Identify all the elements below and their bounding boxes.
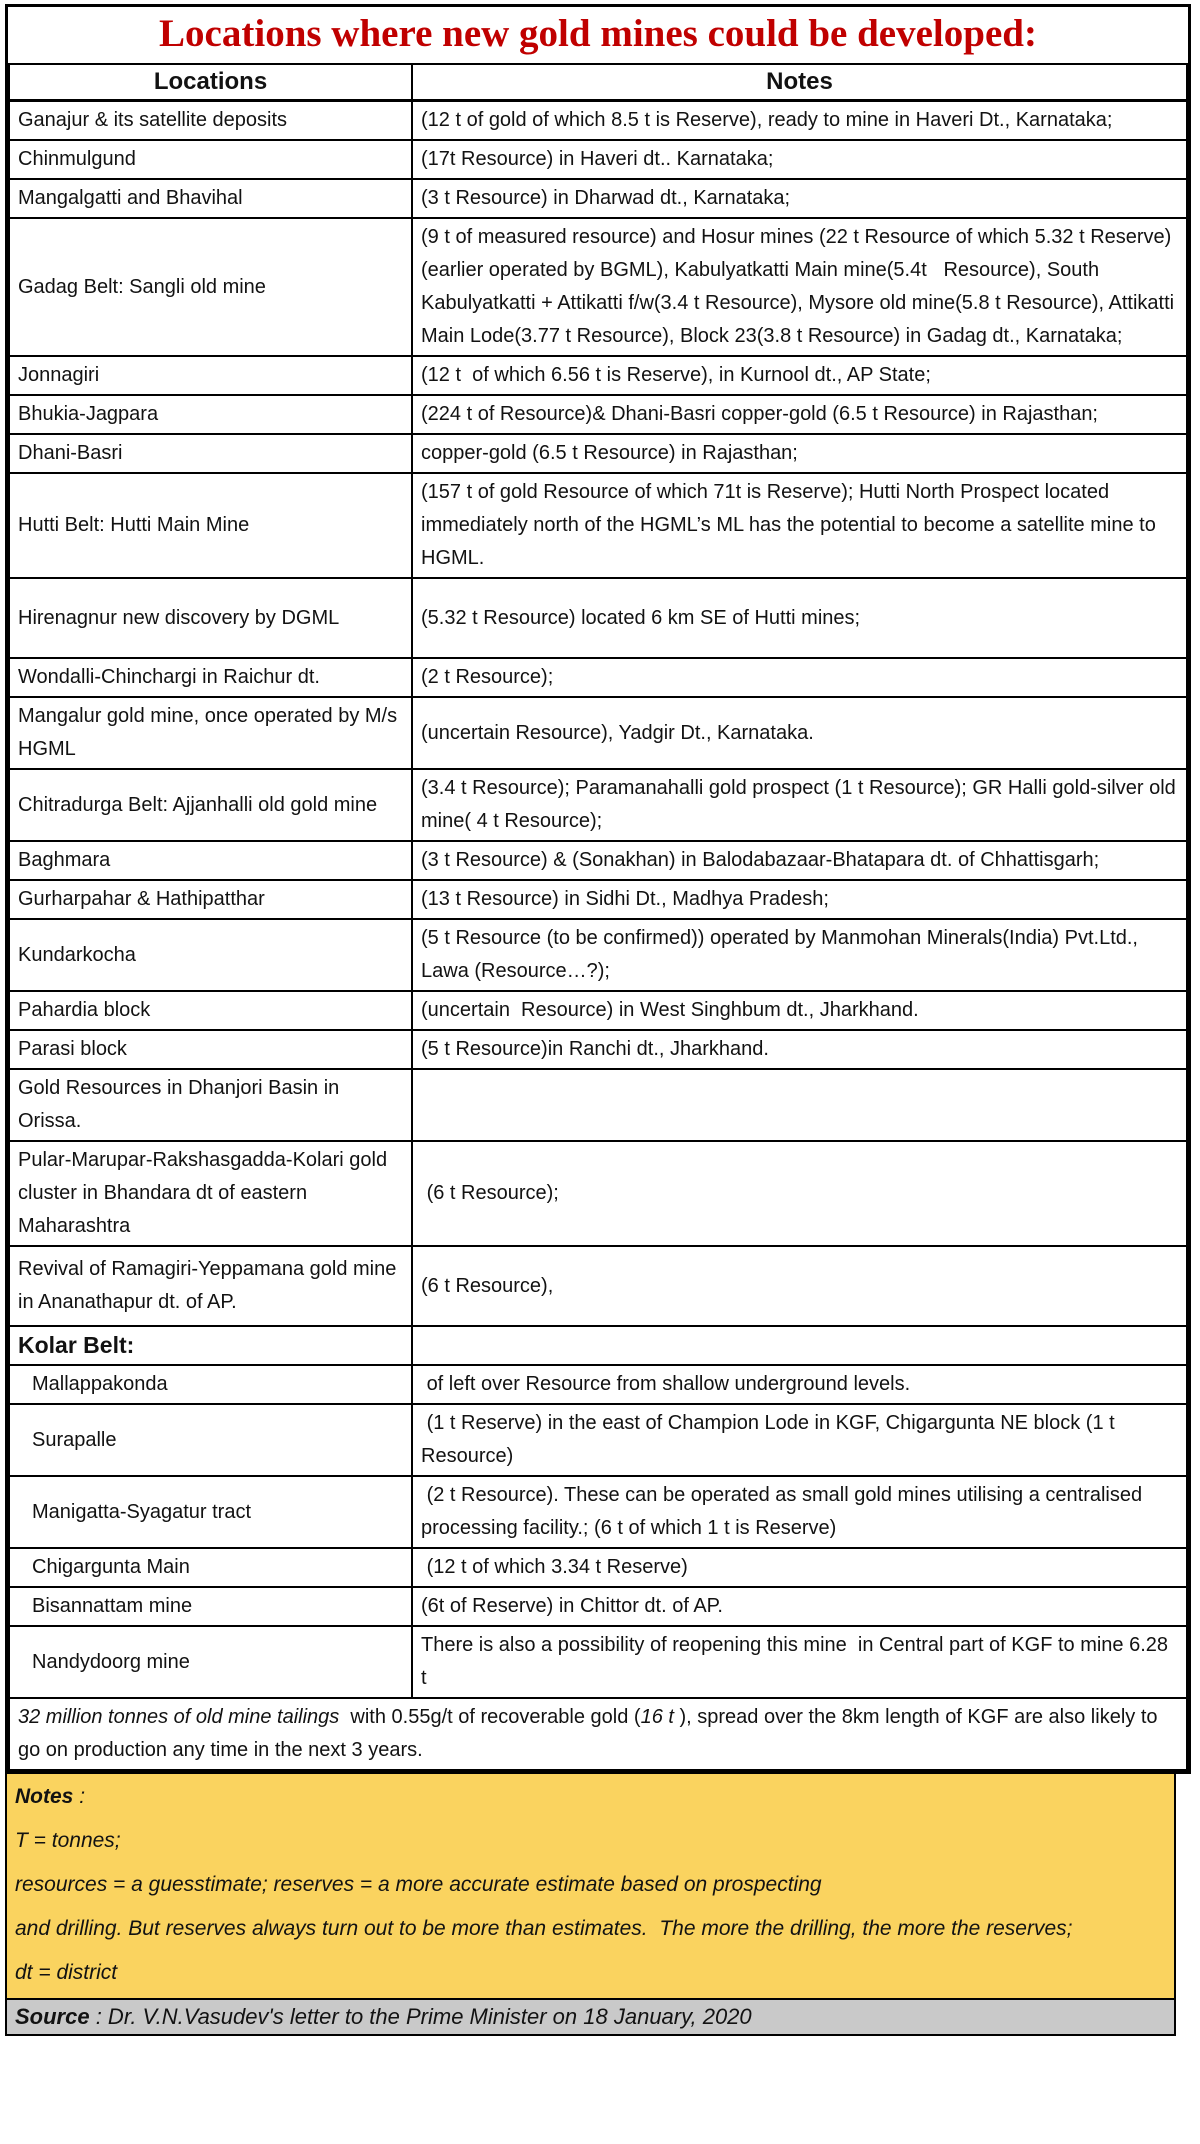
location-cell xyxy=(9,1246,412,1326)
note-text: (3 t Resource) in Dharwad dt., Karnataka; xyxy=(421,187,791,209)
table-row xyxy=(9,1246,1187,1326)
table-row xyxy=(9,101,1187,141)
note-text: (6 t Resource), xyxy=(421,1274,554,1297)
note-cell xyxy=(412,356,1187,395)
location-cell xyxy=(9,1548,412,1587)
footnotes-label: Notes xyxy=(15,1785,74,1808)
table-row xyxy=(9,658,1187,697)
note-text: (12 t of gold of which 8.5 t is Reserve), ready to mine in Haveri Dt., Karnataka; xyxy=(421,109,1113,131)
note-text: copper-gold (6.5 t Resource) in Rajasthan; xyxy=(421,442,798,464)
location-cell xyxy=(9,434,412,473)
location-cell xyxy=(9,179,412,218)
location-cell xyxy=(9,218,412,356)
footnote-line: and drilling. But reserves always turn out to be more than estimates. The more the drilling, the more the reserves; xyxy=(15,1917,1073,1940)
note-cell xyxy=(412,1326,1187,1365)
main-table-frame xyxy=(5,4,1191,1774)
table-row xyxy=(9,1069,1187,1141)
table-row xyxy=(9,356,1187,395)
location-text: Manigatta-Syagatur tract xyxy=(32,1500,251,1523)
location-cell xyxy=(9,1404,412,1476)
table-row xyxy=(9,1141,1187,1246)
note-cell xyxy=(412,1587,1187,1626)
location-cell xyxy=(9,356,412,395)
table-row xyxy=(9,434,1187,473)
note-text: (5 t Resource)in Ranchi dt., Jharkhand. xyxy=(421,1038,769,1060)
note-cell xyxy=(412,218,1187,356)
location-text: Baghmara xyxy=(18,849,111,871)
table-row xyxy=(9,179,1187,218)
tailings-italic-lead: 32 million tonnes of old mine tailings xyxy=(18,1706,340,1728)
note-cell xyxy=(412,473,1187,578)
note-cell xyxy=(412,919,1187,991)
location-text: Mangalgatti and Bhavihal xyxy=(18,187,243,209)
location-cell xyxy=(9,880,412,919)
location-text: Chigargunta Main xyxy=(32,1556,190,1578)
note-text: (1 t Reserve) in the east of Champion Lode in KGF, Chigargunta NE block (1 t Resource) xyxy=(421,1412,1121,1467)
footnotes-heading xyxy=(15,1780,1164,1814)
note-cell xyxy=(412,101,1187,141)
note-cell xyxy=(412,1404,1187,1476)
location-cell xyxy=(9,1326,412,1365)
location-text: Gadag Belt: Sangli old mine xyxy=(18,275,266,298)
note-text: (17t Resource) in Haveri dt.. Karnataka; xyxy=(421,148,774,170)
note-text: There is also a possibility of reopening this mine in Central part of KGF to mine 6.28 t xyxy=(421,1634,1174,1689)
note-cell xyxy=(412,179,1187,218)
tailings-text-tail: ), spread over the 8km length of KGF are also likely to go on production any time in the next 3 years. xyxy=(18,1706,1164,1761)
tailings-cell xyxy=(9,1698,1187,1770)
table-row xyxy=(9,140,1187,179)
gold-mines-table xyxy=(8,65,1188,1771)
source-text: : Dr. V.N.Vasudev's letter to the Prime Minister on 18 January, 2020 xyxy=(89,2004,752,2029)
table-row xyxy=(9,1365,1187,1404)
location-text: Chitradurga Belt: Ajjanhalli old gold mine xyxy=(18,793,378,816)
footnotes-label-suffix: : xyxy=(73,1785,86,1808)
location-cell xyxy=(9,1626,412,1698)
table-row xyxy=(9,473,1187,578)
location-text: Kundarkocha xyxy=(18,943,136,966)
table-row xyxy=(9,218,1187,356)
table-row xyxy=(9,769,1187,841)
location-cell xyxy=(9,991,412,1030)
note-text: (12 t of which 6.56 t is Reserve), in Kurnool dt., AP State; xyxy=(421,364,931,386)
location-text: Dhani-Basri xyxy=(18,442,123,464)
table-row xyxy=(9,1626,1187,1698)
table-row xyxy=(9,991,1187,1030)
note-cell xyxy=(412,697,1187,769)
location-text: Bisannattam mine xyxy=(32,1595,193,1617)
table-row xyxy=(9,919,1187,991)
location-text: Chinmulgund xyxy=(18,148,136,170)
table-row xyxy=(9,1404,1187,1476)
location-cell xyxy=(9,101,412,141)
location-cell xyxy=(9,1365,412,1404)
note-cell xyxy=(412,769,1187,841)
footnotes-block xyxy=(7,1774,1174,2000)
note-text: (224 t of Resource)& Dhani-Basri copper-gold (6.5 t Resource) in Rajasthan; xyxy=(421,403,1098,425)
table-row xyxy=(9,1030,1187,1069)
tailings-text-mid: with 0.55g/t of recoverable gold ( xyxy=(339,1706,641,1728)
location-cell xyxy=(9,658,412,697)
table-row xyxy=(9,1476,1187,1548)
table-row xyxy=(9,578,1187,658)
location-cell xyxy=(9,1476,412,1548)
footnote-line: resources = a guesstimate; reserves = a more accurate estimate based on prospecting xyxy=(15,1873,822,1896)
location-text: Wondalli-Chinchargi in Raichur dt. xyxy=(18,666,320,688)
location-text: Hirenagnur new discovery by DGML xyxy=(18,606,340,629)
note-cell xyxy=(412,1365,1187,1404)
location-cell xyxy=(9,697,412,769)
note-cell xyxy=(412,434,1187,473)
note-text: (6 t Resource); xyxy=(421,1182,559,1204)
location-text: Gold Resources in Dhanjori Basin in Orissa. xyxy=(18,1077,345,1132)
note-text: (9 t of measured resource) and Hosur mines (22 t Resource of which 5.32 t Reserve) (earlier operated by BGML), Kabulyatkatti Main mine(5.4t Resource), South Kabulyatkatti + Attikatti f/w(3.4 t Resource), Mysore old mine(5.8 t Resource), Attikatti Main Lode(3.77 t Resource), Block 23(3.8 t Resource) in Gadag dt., Karnataka; xyxy=(421,226,1180,347)
table-row xyxy=(9,1587,1187,1626)
note-text: of left over Resource from shallow underground levels. xyxy=(421,1373,911,1395)
note-cell xyxy=(412,880,1187,919)
location-cell xyxy=(9,578,412,658)
note-text: (5.32 t Resource) located 6 km SE of Hutti mines; xyxy=(421,606,861,629)
column-header-locations: Locations xyxy=(9,65,412,101)
table-body xyxy=(9,101,1187,1699)
location-text: Jonnagiri xyxy=(18,364,100,386)
location-cell xyxy=(9,1069,412,1141)
note-cell xyxy=(412,991,1187,1030)
location-text: Gurharpahar & Hathipatthar xyxy=(18,888,265,910)
note-cell xyxy=(412,658,1187,697)
location-text: Ganajur & its satellite deposits xyxy=(18,109,288,131)
note-cell xyxy=(412,1548,1187,1587)
location-text: Surapalle xyxy=(32,1428,117,1451)
location-text: Nandydoorg mine xyxy=(32,1650,190,1673)
location-text: Revival of Ramagiri-Yeppamana gold mine in Ananathapur dt. of AP. xyxy=(18,1258,402,1313)
location-text: Kolar Belt: xyxy=(18,1332,135,1358)
table-row xyxy=(9,880,1187,919)
source-label: Source xyxy=(15,2004,90,2029)
note-text: (2 t Resource); xyxy=(421,666,554,688)
note-cell xyxy=(412,1246,1187,1326)
note-cell xyxy=(412,1069,1187,1141)
tailings-row xyxy=(9,1698,1187,1770)
note-cell xyxy=(412,1476,1187,1548)
location-text: Mallappakonda xyxy=(32,1373,168,1395)
page-title: Locations where new gold mines could be developed: xyxy=(8,7,1188,65)
table-row xyxy=(9,395,1187,434)
note-text: (6t of Reserve) in Chittor dt. of AP. xyxy=(421,1595,723,1617)
tailings-italic-qty: 16 t xyxy=(640,1706,674,1728)
note-cell xyxy=(412,1141,1187,1246)
location-cell xyxy=(9,919,412,991)
location-cell xyxy=(9,1030,412,1069)
footer-frame xyxy=(5,1774,1176,2036)
note-text: (5 t Resource (to be confirmed)) operated by Manmohan Minerals(India) Pvt.Ltd., Lawa (Resource…?); xyxy=(421,927,1144,982)
table-row xyxy=(9,1326,1187,1365)
table-header-row xyxy=(9,65,1187,101)
note-text: (2 t Resource). These can be operated as small gold mines utilising a centralised processing facility.; (6 t of which 1 t is Reserve) xyxy=(421,1484,1148,1539)
note-text: (13 t Resource) in Sidhi Dt., Madhya Pradesh; xyxy=(421,888,829,910)
note-cell xyxy=(412,1030,1187,1069)
location-text: Hutti Belt: Hutti Main Mine xyxy=(18,514,250,536)
note-text: (12 t of which 3.34 t Reserve) xyxy=(421,1556,688,1578)
note-cell xyxy=(412,841,1187,880)
note-cell xyxy=(412,578,1187,658)
source-bar xyxy=(7,2000,1174,2034)
note-cell xyxy=(412,140,1187,179)
location-cell xyxy=(9,395,412,434)
table-row xyxy=(9,1548,1187,1587)
note-text: (157 t of gold Resource of which 71t is Reserve); Hutti North Prospect located immediately north of the HGML’s ML has the potential to become a satellite mine to HGML. xyxy=(421,481,1162,569)
column-header-notes: Notes xyxy=(412,65,1187,101)
location-text: Pahardia block xyxy=(18,999,151,1021)
note-cell xyxy=(412,395,1187,434)
note-text: (3 t Resource) & (Sonakhan) in Balodabazaar-Bhatapara dt. of Chhattisgarh; xyxy=(421,849,1100,871)
location-cell xyxy=(9,473,412,578)
note-text: (3.4 t Resource); Paramanahalli gold prospect (1 t Resource); GR Halli gold-silver old mine( 4 t Resource); xyxy=(421,777,1182,832)
table-row xyxy=(9,697,1187,769)
note-text: (uncertain Resource) in West Singhbum dt., Jharkhand. xyxy=(421,999,919,1021)
location-text: Bhukia-Jagpara xyxy=(18,403,159,425)
location-cell xyxy=(9,769,412,841)
location-text: Mangalur gold mine, once operated by M/s HGML xyxy=(18,705,403,760)
location-cell xyxy=(9,140,412,179)
note-cell xyxy=(412,1626,1187,1698)
note-text: (uncertain Resource), Yadgir Dt., Karnataka. xyxy=(421,721,814,744)
location-text: Parasi block xyxy=(18,1038,127,1060)
location-cell xyxy=(9,841,412,880)
table-row xyxy=(9,841,1187,880)
footnote-line: T = tonnes; xyxy=(15,1829,121,1852)
footnote-line: dt = district xyxy=(15,1961,118,1984)
location-text: Pular-Marupar-Rakshasgadda-Kolari gold cluster in Bhandara dt of eastern Maharashtra xyxy=(18,1149,393,1237)
location-cell xyxy=(9,1141,412,1246)
location-cell xyxy=(9,1587,412,1626)
